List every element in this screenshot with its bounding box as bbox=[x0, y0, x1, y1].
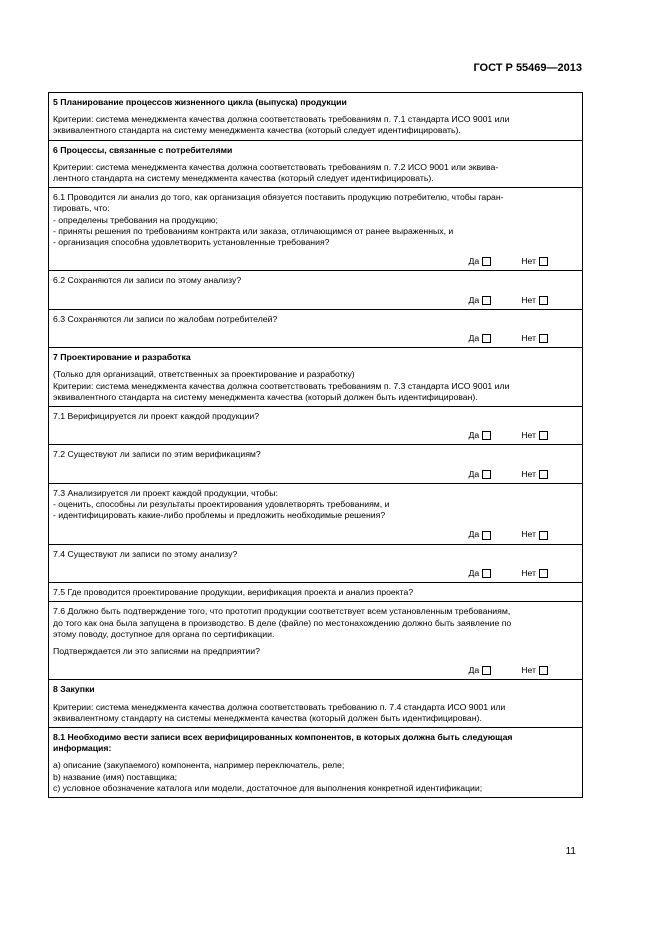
yes-label: Да bbox=[468, 529, 480, 540]
no-option bbox=[521, 333, 548, 344]
question-6-2-row bbox=[49, 271, 583, 309]
yes-option bbox=[468, 529, 491, 540]
no-checkbox[interactable] bbox=[539, 666, 548, 675]
no-option bbox=[521, 295, 548, 306]
yes-label: Да bbox=[468, 333, 480, 344]
document-code: ГОСТ Р 55469—2013 bbox=[473, 62, 582, 74]
yes-label: Да bbox=[468, 567, 480, 578]
no-option bbox=[521, 430, 548, 441]
answer-options bbox=[53, 333, 578, 344]
section-8-criteria-line: Критерии: система менеджмента качества должна соответствовать требованию п. 7.4 стандарта ИСО 9001 или bbox=[53, 701, 506, 712]
question-7-6-row bbox=[49, 602, 583, 680]
list-item: b) название (имя) поставщика; bbox=[53, 771, 178, 782]
section-8-title: 8 Закупки bbox=[53, 684, 95, 695]
section-5-title: 5 Планирование процессов жизненного цикла (выпуска) продукции bbox=[53, 97, 347, 107]
answer-options bbox=[53, 568, 578, 579]
question-text-line: Подтверждается ли это записями на предприятии? bbox=[53, 645, 260, 656]
no-checkbox[interactable] bbox=[539, 296, 548, 305]
answer-options bbox=[53, 469, 578, 480]
list-item: c) условное обозначение каталога или модели, достаточное для выполнения конкретной идентификации; bbox=[53, 782, 483, 793]
yes-checkbox[interactable] bbox=[482, 296, 491, 305]
yes-checkbox[interactable] bbox=[482, 666, 491, 675]
section-6-criteria-line: лентного стандарта на систему менеджмента качества (который следует идентифицировать). bbox=[53, 173, 434, 184]
no-label: Нет bbox=[521, 665, 536, 676]
section-6-title: 6 Процессы, связанные с потребителями bbox=[53, 144, 233, 155]
no-checkbox[interactable] bbox=[539, 431, 548, 440]
section-6-row bbox=[49, 140, 583, 188]
yes-option bbox=[468, 568, 491, 579]
no-label: Нет bbox=[521, 333, 536, 344]
section-8-criteria-line: эквивалентному стандарту на системы менеджмента качества (который должен быть идентифицирован). bbox=[53, 712, 482, 723]
section-7-criteria-line: (Только для организаций, ответственных за проектирование и разработку) bbox=[53, 369, 355, 380]
yes-label: Да bbox=[468, 665, 480, 676]
page-number: 11 bbox=[565, 846, 576, 857]
question-text-line: 7.3 Анализируется ли проект каждой продукции, чтобы: bbox=[53, 487, 278, 498]
no-option bbox=[521, 469, 548, 480]
no-option bbox=[521, 529, 548, 540]
section-7-criteria-line: эквивалентного стандарта на систему менеджмента качества (который должен быть идентифицирован). bbox=[53, 391, 478, 402]
checklist-table bbox=[48, 92, 583, 798]
no-checkbox[interactable] bbox=[539, 334, 548, 343]
question-8-1-row bbox=[49, 727, 583, 797]
section-7-criteria-line: Критерии: система менеджмента качества должна соответствовать требованиям п. 7.3 стандарта ИСО 9001 или bbox=[53, 380, 510, 391]
yes-option bbox=[468, 256, 491, 267]
no-checkbox[interactable] bbox=[539, 531, 548, 540]
question-text: 6.3 Сохраняются ли записи по жалобам потребителей? bbox=[53, 313, 278, 324]
yes-option bbox=[468, 665, 491, 676]
no-label: Нет bbox=[521, 294, 536, 305]
yes-checkbox[interactable] bbox=[482, 470, 491, 479]
no-option bbox=[521, 256, 548, 267]
no-label: Нет bbox=[521, 430, 536, 441]
no-label: Нет bbox=[521, 529, 536, 540]
yes-label: Да bbox=[468, 430, 480, 441]
question-text-line: этому поводу, доступное для органа по сертификации. bbox=[53, 628, 275, 639]
no-checkbox[interactable] bbox=[539, 569, 548, 578]
question-text: 7.5 Где проводится проектирование продукции, верификация проекта и анализ проекта? bbox=[53, 587, 414, 598]
section-6-criteria-line: Критерии: система менеджмента качества должна соответствовать требованиям п. 7.2 ИСО 9001 или эквива- bbox=[53, 161, 499, 172]
question-6-1-row bbox=[49, 188, 583, 271]
question-7-5-row bbox=[49, 583, 583, 602]
no-label: Нет bbox=[521, 468, 536, 479]
question-text: 7.4 Существуют ли записи по этому анализу? bbox=[53, 548, 238, 559]
yes-option bbox=[468, 469, 491, 480]
section-7-row bbox=[49, 348, 583, 407]
question-text: 6.2 Сохраняются ли записи по этому анализу? bbox=[53, 275, 242, 286]
question-7-3-row bbox=[49, 483, 583, 544]
question-text: 7.2 Существуют ли записи по этим верификациям? bbox=[53, 449, 261, 460]
yes-option bbox=[468, 295, 491, 306]
question-text-line: - определены требования на продукцию; bbox=[53, 214, 218, 225]
question-8-1-title-line: 8.1 Необходимо вести записи всех верифицированных компонентов, в которых должна быть следующая bbox=[53, 731, 513, 742]
question-text-line: 6.1 Проводится ли анализ до того, как организация обязуется поставить продукцию потребителю, чтобы гаран- bbox=[53, 192, 504, 203]
no-checkbox[interactable] bbox=[539, 470, 548, 479]
answer-options bbox=[53, 430, 578, 441]
answer-options bbox=[53, 256, 578, 267]
answer-options bbox=[53, 665, 578, 676]
no-option bbox=[521, 568, 548, 579]
answer-options bbox=[53, 295, 578, 306]
yes-option bbox=[468, 430, 491, 441]
list-item: a) описание (закупаемого) компонента, например переключатель, реле; bbox=[53, 760, 345, 771]
yes-checkbox[interactable] bbox=[482, 431, 491, 440]
section-8-row bbox=[49, 680, 583, 728]
question-text-line: - оценить, способны ли результаты проектирования удовлетворять требованиям, и bbox=[53, 499, 390, 510]
no-option bbox=[521, 665, 548, 676]
no-label: Нет bbox=[521, 567, 536, 578]
question-8-1-title-line: информация: bbox=[53, 743, 112, 754]
yes-checkbox[interactable] bbox=[482, 569, 491, 578]
yes-option bbox=[468, 333, 491, 344]
section-5-criteria-line: эквивалентного стандарта на систему менеджмента качества (который следует идентифицировать). bbox=[53, 125, 461, 136]
yes-checkbox[interactable] bbox=[482, 257, 491, 266]
section-5-criteria-line: Критерии: система менеджмента качества должна соответствовать требованиям п. 7.1 стандарта ИСО 9001 или bbox=[53, 114, 510, 125]
question-7-2-row bbox=[49, 445, 583, 483]
yes-label: Да bbox=[468, 294, 480, 305]
question-text-line: - приняты решения по требованиям контракта или заказа, отличающимся от ранее выраженных, и bbox=[53, 225, 454, 236]
question-7-4-row bbox=[49, 544, 583, 582]
question-7-1-row bbox=[49, 407, 583, 445]
yes-label: Да bbox=[468, 468, 480, 479]
question-text-line: 7.6 Должно быть подтверждение того, что прототип продукции соответствует всем установленным требованиям, bbox=[53, 606, 511, 617]
no-checkbox[interactable] bbox=[539, 257, 548, 266]
answer-options bbox=[53, 529, 578, 540]
yes-checkbox[interactable] bbox=[482, 334, 491, 343]
yes-label: Да bbox=[468, 256, 480, 267]
question-text-line: - идентифицировать какие-либо проблемы и предложить необходимые решения? bbox=[53, 510, 386, 521]
question-text: 7.1 Верифицируется ли проект каждой продукции? bbox=[53, 411, 260, 422]
yes-checkbox[interactable] bbox=[482, 531, 491, 540]
question-6-3-row bbox=[49, 309, 583, 347]
section-7-title: 7 Проектирование и разработка bbox=[53, 352, 191, 363]
no-label: Нет bbox=[521, 256, 536, 267]
question-text-line: - организация способна удовлетворить установленные требования? bbox=[53, 237, 330, 248]
question-text-line: до того как она была запущена в производство. В деле (файле) по местонахождению должно быть заявление по bbox=[53, 617, 512, 628]
question-text-line: тировать, что: bbox=[53, 203, 110, 214]
section-5-row bbox=[49, 93, 583, 141]
